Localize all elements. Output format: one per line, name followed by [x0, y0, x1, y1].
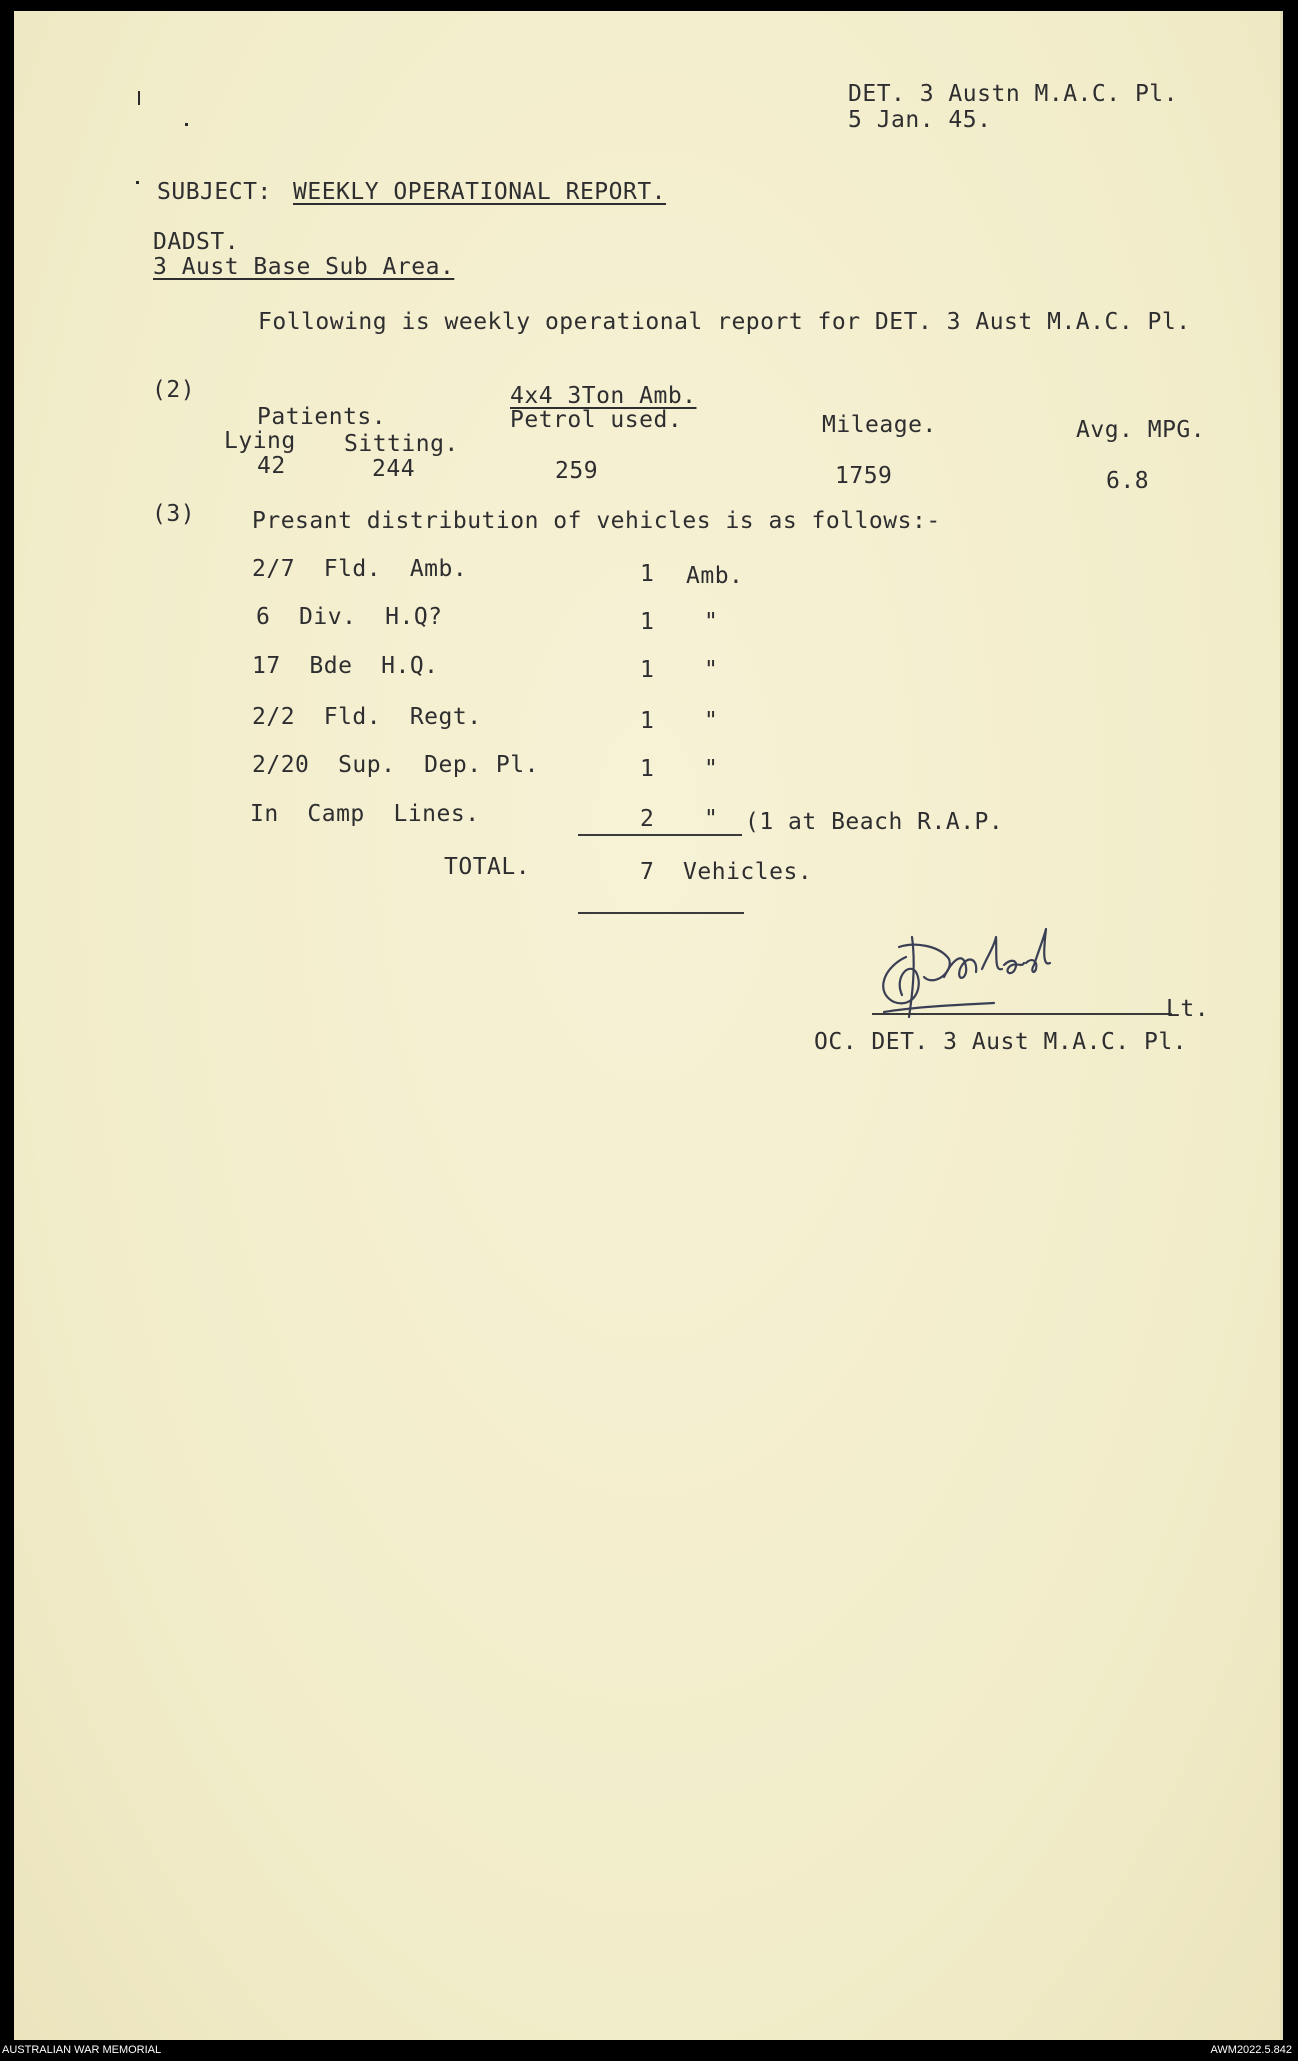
stray-mark — [185, 123, 188, 126]
distribution-count: 1 — [640, 708, 655, 734]
distribution-type: " — [704, 756, 719, 782]
total-value: 7 Vehicles. — [640, 859, 813, 885]
footer-left: AUSTRALIAN WAR MEMORIAL — [2, 2044, 162, 2056]
mpg-heading: Avg. MPG. — [1076, 417, 1206, 443]
distribution-unit: 2/20 Sup. Dep. Pl. — [252, 752, 539, 778]
distribution-count: 1 — [640, 657, 655, 683]
petrol-heading: Petrol used. — [510, 407, 683, 433]
subject-title: WEEKLY OPERATIONAL REPORT. — [293, 179, 667, 205]
distribution-unit: 2/7 Fld. Amb. — [252, 556, 468, 582]
signature-line — [872, 1013, 1172, 1015]
distribution-count: 2 — [640, 806, 655, 832]
intro-paragraph: Following is weekly operational report for DET. 3 Aust M.A.C. Pl. — [258, 309, 1191, 335]
stray-mark — [138, 91, 140, 105]
section3-number: (3) — [152, 501, 196, 527]
mileage-heading: Mileage. — [822, 412, 937, 438]
subtotal-rule — [578, 834, 742, 836]
mpg-value: 6.8 — [1106, 468, 1150, 494]
stray-mark — [136, 181, 139, 184]
distribution-count: 1 — [640, 609, 655, 635]
distribution-unit: 2/2 Fld. Regt. — [252, 704, 482, 730]
distribution-note: (1 at Beach R.A.P. — [745, 809, 1004, 835]
signature-image — [854, 917, 1094, 1027]
distribution-type: " — [704, 806, 719, 832]
section2-number: (2) — [152, 377, 196, 403]
total-label: TOTAL. — [444, 854, 531, 880]
section3-intro: Presant distribution of vehicles is as follows:- — [252, 508, 941, 534]
addressee-line1: DADST. — [153, 229, 240, 255]
distribution-unit: 6 Div. H.Q? — [256, 604, 443, 630]
vehicle-heading: 4x4 3Ton Amb. — [510, 383, 697, 409]
header-date: 5 Jan. 45. — [848, 107, 992, 133]
patients-heading: Patients. — [257, 404, 387, 430]
addressee-line2: 3 Aust Base Sub Area. — [153, 254, 455, 280]
document-page — [14, 11, 1283, 2040]
distribution-count: 1 — [640, 756, 655, 782]
header-unit: DET. 3 Austn M.A.C. Pl. — [848, 81, 1178, 107]
distribution-unit: 17 Bde H.Q. — [252, 653, 439, 679]
sitting-value: 244 — [372, 456, 416, 482]
subject-label: SUBJECT: — [157, 179, 272, 205]
distribution-unit: In Camp Lines. — [250, 801, 480, 827]
petrol-value: 259 — [555, 458, 599, 484]
distribution-type: " — [704, 657, 719, 683]
footer-right: AWM2022.5.842 — [1210, 2044, 1292, 2056]
distribution-type: " — [704, 609, 719, 635]
signature-rank: Lt. — [1166, 996, 1210, 1022]
sitting-heading: Sitting. — [344, 431, 459, 457]
distribution-type: Amb. — [686, 563, 744, 589]
signature-title: OC. DET. 3 Aust M.A.C. Pl. — [814, 1029, 1188, 1055]
mileage-value: 1759 — [835, 463, 893, 489]
distribution-count: 1 — [640, 561, 655, 587]
total-rule — [578, 912, 744, 914]
lying-heading: Lying — [224, 428, 296, 454]
lying-value: 42 — [257, 453, 286, 479]
distribution-type: " — [704, 708, 719, 734]
